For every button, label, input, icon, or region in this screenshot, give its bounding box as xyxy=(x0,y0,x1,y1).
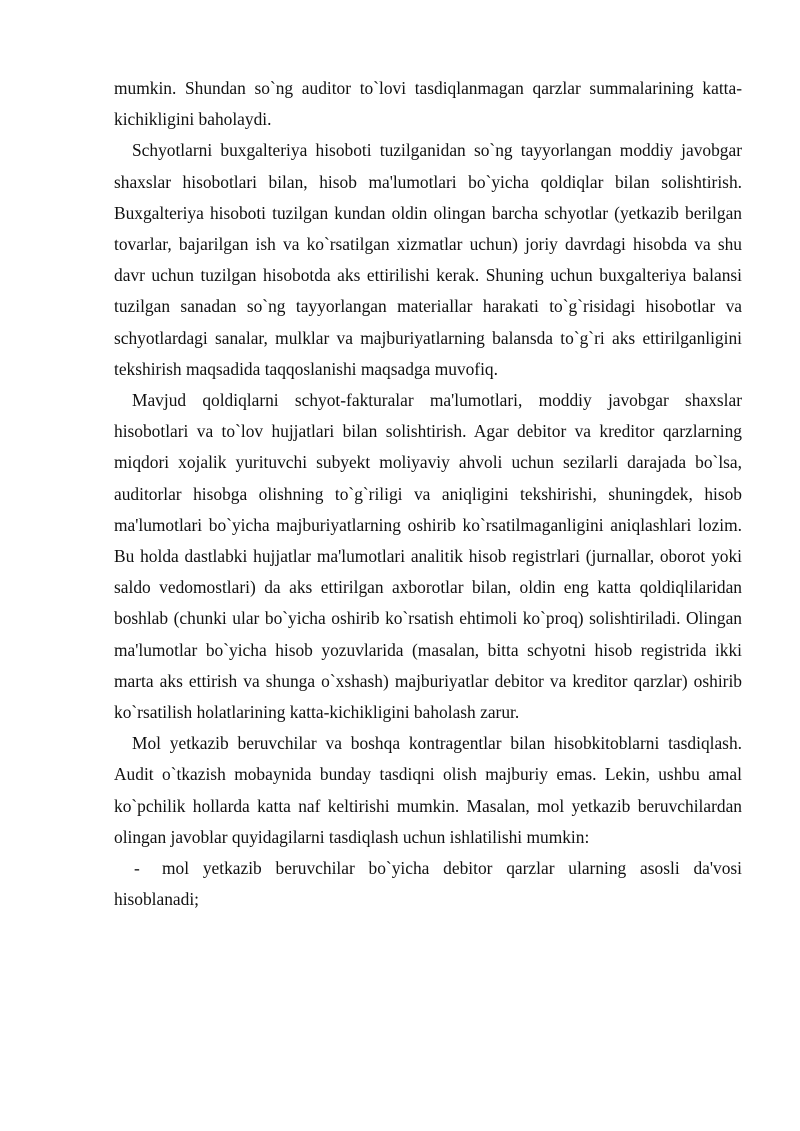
list-item xyxy=(114,853,742,915)
dash-marker: - xyxy=(134,858,140,879)
list-item-text: mol yetkazib beruvchilar bo`yicha debitor qarzlar ularning asosli da'vosi hisoblanadi; xyxy=(114,858,742,910)
document-page xyxy=(114,73,742,915)
paragraph-mavjud-qoldiqlar: Mavjud qoldiqlarni schyot-fakturalar ma'lumotlari, moddiy javobgar shaxslar hisobotlari va to`lov hujjatlari bilan solishtirish. Agar debitor va kreditor qarzlarning miqdori xojalik yurituvchi subyekt moliyaviy ahvoli uchun sezilarli darajada bo`lsa, auditorlar hisobga olishning to`g`riligi va aniqligini tekshirishi, shuningdek, hisob ma'lumotlari bo`yicha majburiyatlarning oshirib ko`rsatilmaganligini aniqlashlari lozim. Bu holda dastlabki hujjatlar ma'lumotlari analitik hisob registrlari (jurnallar, oborot yoki saldo vedomostlari) da aks ettirilgan axborotlar bilan, oldin eng katta qoldiqlilaridan boshlab (chunki ular bo`yicha oshirib ko`rsatish ehtimoli ko`proq) solishtiriladi. Olingan ma'lumotlar bo`yicha hisob yozuvlarida (masalan, bitta schyotni hisob registrida ikki marta aks ettirish va shunga o`xshash) majburiyatlar debitor va kreditor qarzlar) oshirib ko`rsatilish holatlarining katta-kichikligini baholash zarur. xyxy=(114,390,742,723)
paragraph-schyotlarni: Schyotlarni buxgalteriya hisoboti tuzilganidan so`ng tayyorlangan moddiy javobgar shaxslar hisobotlari bilan, hisob ma'lumotlari bo`yicha qoldiqlar bilan solishtirish. Buxgalteriya hisoboti tuzilgan kundan oldin olingan barcha schyotlar (yetkazib berilgan tovarlar, bajarilgan ish va ko`rsatilgan xizmatlar uchun) joriy davrdagi hisobda va shu davr uchun tuzilgan hisobotda aks ettirilishi kerak. Shuning uchun buxgalteriya balansi tuzilgan sanadan so`ng tayyorlangan materiallar harakati to`g`risidagi hisobotlar va schyotlardagi sanalar, mulklar va majburiyatlarning balansda to`g`ri aks ettirilganligini tekshirish maqsadida taqqoslanishi maqsadga muvofiq. xyxy=(114,140,742,379)
paragraph-mol-yetkazib: Mol yetkazib beruvchilar va boshqa kontragentlar bilan hisobkitoblarni tasdiqlash. Audit o`tkazish mobaynida bunday tasdiqni olish majburiy emas. Lekin, ushbu amal ko`pchilik hollarda katta naf keltirishi mumkin. Masalan, mol yetkazib beruvchilardan olingan javoblar quyidagilarni tasdiqlash uchun ishlatilishi mumkin: xyxy=(114,733,742,847)
paragraph-continuation: mumkin. Shundan so`ng auditor to`lovi tasdiqlanmagan qarzlar summalarining katta-kichikligini baholaydi. xyxy=(114,78,742,130)
